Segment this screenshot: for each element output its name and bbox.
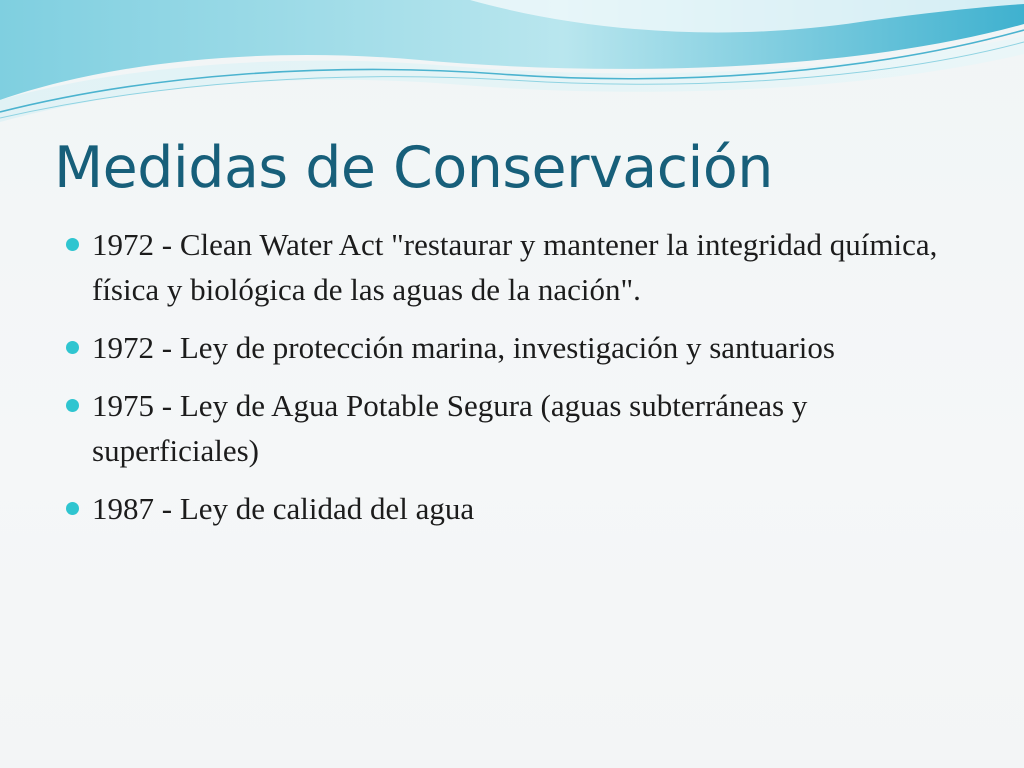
slide-title: Medidas de Conservación	[54, 135, 773, 201]
bullet-item	[62, 486, 972, 531]
bullet-dot-icon	[66, 341, 79, 354]
bullet-dot-icon	[66, 399, 79, 412]
bullet-list	[62, 222, 972, 544]
decorative-wave-header	[0, 0, 1024, 130]
bullet-dot-icon	[66, 238, 79, 251]
bullet-text: 1987 - Ley de calidad del agua	[92, 491, 475, 526]
bullet-item	[62, 383, 972, 473]
bullet-item	[62, 222, 972, 312]
bullet-text: 1972 - Clean Water Act "restaurar y mantener la integridad química, física y biológica de las aguas de la nación".	[92, 227, 938, 307]
bullet-text: 1972 - Ley de protección marina, investigación y santuarios	[92, 330, 835, 365]
bullet-text: 1975 - Ley de Agua Potable Segura (aguas subterráneas y superficiales)	[92, 388, 808, 468]
bullet-dot-icon	[66, 502, 79, 515]
bullet-item	[62, 325, 972, 370]
